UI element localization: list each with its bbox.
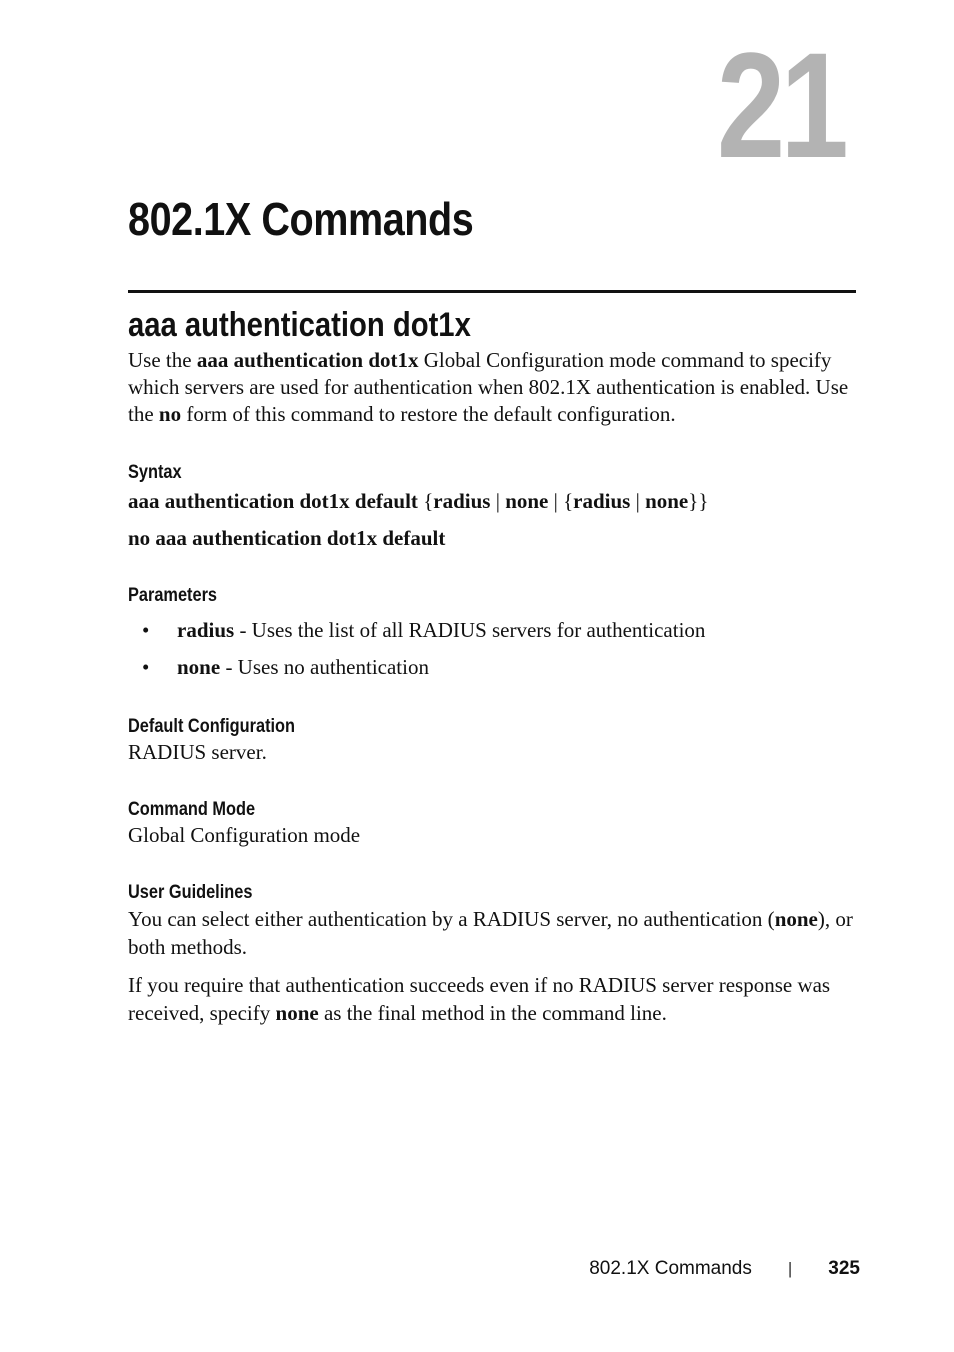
syntax-option: none <box>645 489 689 513</box>
syntax-pipe: | <box>490 489 506 513</box>
page-number: 325 <box>828 1258 860 1279</box>
syntax-brace: | { <box>548 489 574 513</box>
guideline-text: ), or both methods. <box>128 907 853 959</box>
user-guidelines-paragraph-2 <box>128 971 858 1027</box>
footer-separator: | <box>787 1259 793 1278</box>
intro-no-keyword: no <box>158 402 182 426</box>
list-item <box>128 654 858 681</box>
bullet: • <box>142 618 150 642</box>
section-divider <box>128 290 856 293</box>
chapter-title: 802.1X Commands <box>128 193 474 245</box>
intro-text: Global Configuration mode command to specify which servers are used for authentication when 802.1X authentication is enabled. Use the <box>128 348 849 426</box>
syntax-pipe: | <box>630 489 646 513</box>
parameters-heading: Parameters <box>128 585 218 606</box>
syntax-line-2: no aaa authentication dot1x default <box>128 526 446 550</box>
section-intro <box>128 347 858 428</box>
guideline-keyword: none <box>275 1001 319 1025</box>
param-term: radius <box>177 618 235 642</box>
guideline-text: as the final method in the command line. <box>318 1001 667 1025</box>
syntax-option: none <box>505 489 549 513</box>
list-item <box>128 617 858 644</box>
page-footer <box>589 1256 860 1282</box>
syntax-option: radius <box>573 489 631 513</box>
intro-text: form of this command to restore the default configuration. <box>181 402 676 426</box>
guideline-keyword: none <box>774 907 818 931</box>
chapter-number: 21 <box>717 21 844 189</box>
command-mode-text: Global Configuration mode <box>128 823 361 847</box>
param-term: none <box>177 655 221 679</box>
syntax-line-1 <box>128 488 858 515</box>
intro-text: Use the <box>128 348 197 372</box>
syntax-brace: }} <box>688 489 709 513</box>
user-guidelines-paragraph-1 <box>128 905 858 961</box>
syntax-brace: { <box>423 489 434 513</box>
main-content <box>128 303 858 1027</box>
user-guidelines-heading: User Guidelines <box>128 882 253 903</box>
intro-command: aaa authentication dot1x <box>196 348 419 372</box>
section-title: aaa authentication dot1x <box>128 306 471 344</box>
param-desc: - Uses no authentication <box>220 655 429 679</box>
param-desc: - Uses the list of all RADIUS servers for authentication <box>234 618 706 642</box>
guideline-text: If you require that authentication succeeds even if no RADIUS server response was received, specify <box>128 973 831 1025</box>
parameters-list <box>128 617 858 681</box>
syntax-cmd: aaa authentication dot1x default <box>128 489 424 513</box>
bullet: • <box>142 655 150 679</box>
syntax-heading: Syntax <box>128 462 182 483</box>
guideline-text: You can select either authentication by a RADIUS server, no authentication ( <box>128 907 775 931</box>
command-mode-heading: Command Mode <box>128 799 256 820</box>
syntax-option: radius <box>433 489 491 513</box>
footer-title: 802.1X Commands <box>589 1258 752 1279</box>
default-config-text: RADIUS server. <box>128 740 267 764</box>
default-config-heading: Default Configuration <box>128 716 296 737</box>
